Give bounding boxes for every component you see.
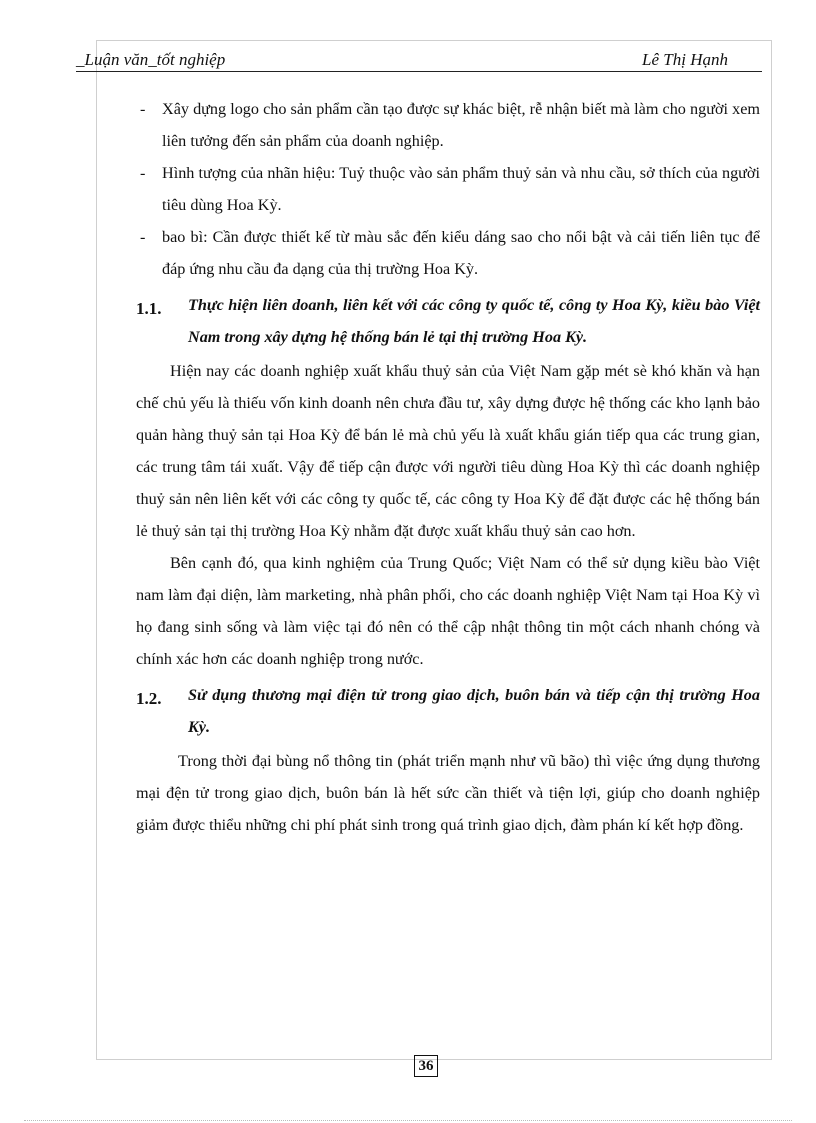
section-number: 1.1. <box>136 299 162 318</box>
bullet-dash: - <box>140 228 146 246</box>
header-thesis-label: _Luận văn_tốt nghiệp <box>76 50 226 69</box>
section-heading-1-2 <box>136 679 760 743</box>
bullet-text: bao bì: Cần được thiết kế từ màu sắc đến kiểu dáng sao cho nổi bật và cải tiến liên tục để đáp ứng nhu cầu đa dạng của thị trường Hoa Kỳ. <box>162 228 760 278</box>
section-heading-1-1 <box>136 289 760 353</box>
footer-divider <box>24 1120 792 1121</box>
section-title: Sử dụng thương mại điện tử trong giao dịch, buôn bán và tiếp cận thị trường Hoa Kỳ. <box>188 686 760 736</box>
bullet-text: Xây dựng logo cho sản phẩm cần tạo được sự khác biệt, rễ nhận biết mà làm cho người xem liên tưởng đến sản phẩm của doanh nghiệp. <box>162 100 760 150</box>
bullet-dash: - <box>140 100 146 118</box>
page-content <box>136 93 760 841</box>
section-number: 1.2. <box>136 689 162 708</box>
bullet-item <box>136 93 760 157</box>
bullet-text: Hình tượng của nhãn hiệu: Tuỷ thuộc vào sản phẩm thuỷ sản và nhu cầu, sở thích của người tiêu dùng Hoa Kỳ. <box>162 164 760 214</box>
bullet-item <box>136 157 760 221</box>
bullet-dash: - <box>140 164 146 182</box>
paragraph: Hiện nay các doanh nghiệp xuất khẩu thuỷ sản của Việt Nam gặp mét sè khó khăn và hạn chế chủ yếu là thiếu vốn kinh doanh nên chưa đầu tư, xây dựng được hệ thống các kho lạnh bảo quản hàng thuỷ sản tại Hoa Kỳ để bán lẻ mà chủ yếu là xuất khẩu gián tiếp qua các trung gian, các trung tâm tái xuất. Vậy để tiếp cận được với người tiêu dùng Hoa Kỳ thì các doanh nghiệp thuỷ sản nên liên kết với các công ty quốc tế, các công ty Hoa Kỳ để đặt được các hệ thống bán lẻ thuỷ sản tại thị trường Hoa Kỳ nhằm đặt được xuất khẩu thuỷ sản cao hơn. <box>136 362 760 540</box>
header-author: Lê Thị Hạnh <box>642 50 728 69</box>
paragraph: Bên cạnh đó, qua kinh nghiệm của Trung Quốc; Việt Nam có thể sử dụng kiều bào Việt nam làm đại diện, làm marketing, nhà phân phối, cho các doanh nghiệp Việt Nam tại Hoa Kỳ vì họ đang sinh sống và làm việc tại đó nên có thể cập nhật thông tin một cách nhanh chóng và chính xác hơn các doanh nghiệp trong nước. <box>136 554 760 668</box>
section-title: Thực hiện liên doanh, liên kết với các công ty quốc tế, công ty Hoa Kỳ, kiều bào Việt Nam trong xây dựng hệ thống bán lẻ tại thị trường Hoa Kỳ. <box>188 296 760 346</box>
page-header <box>76 50 762 72</box>
bullet-item <box>136 221 760 285</box>
paragraph: Trong thời đại bùng nổ thông tin (phát triển mạnh như vũ bão) thì việc ứng dụng thương mại đện tử trong giao dịch, buôn bán là hết sức cần thiết và tiện lợi, giúp cho doanh nghiệp giảm được thiểu những chi phí phát sinh trong quá trình giao dịch, đàm phán kí kết hợp đồng. <box>136 752 760 834</box>
page-number: 36 <box>414 1055 438 1077</box>
